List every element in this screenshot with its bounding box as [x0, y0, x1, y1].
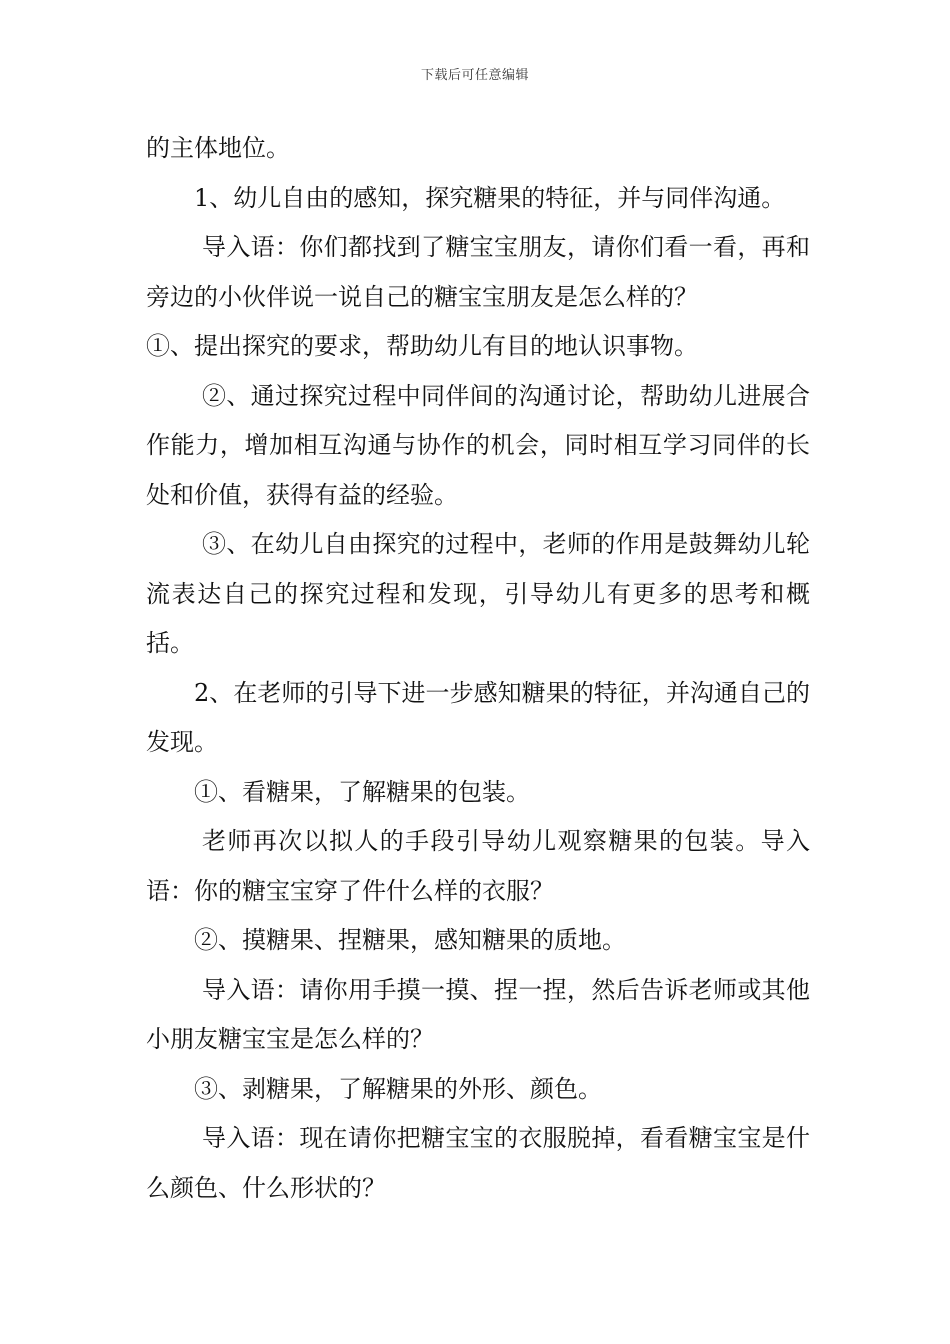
- paragraph: ③、剥糖果，了解糖果的外形、颜色。: [194, 1074, 602, 1103]
- paragraph: ③、在幼儿自由探究的过程中，老师的作用是鼓舞幼儿轮流表达自己的探究过程和发现，引导幼儿有更多的思考和概括。: [146, 530, 810, 657]
- paragraph: 的主体地位。: [146, 134, 290, 162]
- page-header: 下载后可任意编辑: [420, 68, 529, 83]
- paragraph: ②、通过探究过程中同伴间的沟通讨论，帮助幼儿进展合作能力，增加相互沟通与协作的机会，同时相互学习同伴的长处和价值，获得有益的经验。: [146, 381, 810, 509]
- paragraph: 导入语：你们都找到了糖宝宝朋友，请你们看一看，再和旁边的小伙伴说一说自己的糖宝宝朋友是怎么样的？: [146, 233, 810, 311]
- paragraph: 导入语：请你用手摸一摸、捏一捏，然后告诉老师或其他小朋友糖宝宝是怎么样的？: [146, 975, 810, 1053]
- paragraph: 导入语：现在请你把糖宝宝的衣服脱掉，看看糖宝宝是什么颜色、什么形状的？: [146, 1124, 810, 1202]
- paragraph: ①、看糖果，了解糖果的包装。: [194, 777, 530, 806]
- paragraph: ①、提出探究的要求，帮助幼儿有目的地认识事物。: [146, 332, 698, 360]
- paragraph: 2、在老师的引导下进一步感知糖果的特征，并沟通自己的发现。: [146, 678, 810, 756]
- paragraph: ②、摸糖果、捏糖果，感知糖果的质地。: [194, 926, 626, 954]
- paragraph: 老师再次以拟人的手段引导幼儿观察糖果的包装。导入语：你的糖宝宝穿了件什么样的衣服？: [146, 827, 810, 905]
- paragraph: 1、幼儿自由的感知，探究糖果的特征，并与同伴沟通。: [194, 183, 786, 212]
- document-body: [146, 124, 810, 1213]
